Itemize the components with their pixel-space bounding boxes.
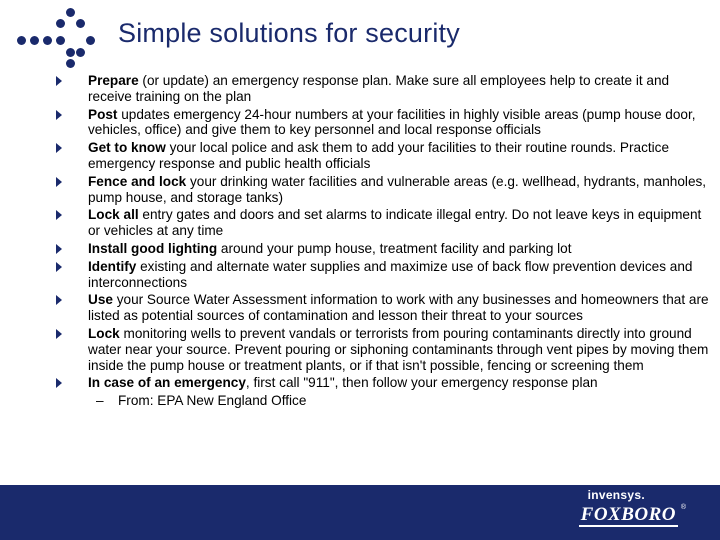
bullet-lead: Get to know xyxy=(88,140,166,156)
bullet-text: existing and alternate water supplies and maximize use of back flow prevention devices and interconnections xyxy=(88,258,693,290)
triangle-bullet-icon xyxy=(56,210,62,220)
bullet-lead: Fence and lock xyxy=(88,173,187,189)
triangle-bullet-icon xyxy=(56,110,62,120)
bullet-text: your Source Water Assessment information to work with any businesses and homeowners that are listed as potential sources of contamination and lesson their threat to your sources xyxy=(88,292,709,324)
triangle-bullet-icon xyxy=(56,244,62,254)
bullet-text: around your pump house, treatment facility and parking lot xyxy=(217,240,572,256)
source-dash: – xyxy=(96,393,104,409)
triangle-bullet-icon xyxy=(56,262,62,272)
triangle-bullet-icon xyxy=(56,177,62,187)
bullet-lead: Prepare xyxy=(88,73,139,88)
bullet-text: your drinking water facilities and vulnerable areas (e.g. wellhead, hydrants, manholes, pump house, and storage tanks) xyxy=(88,173,707,205)
bullet-lead: In case of an emergency xyxy=(88,375,246,391)
bullet-lead: Use xyxy=(88,292,113,308)
triangle-bullet-icon xyxy=(56,76,62,86)
triangle-bullet-icon xyxy=(56,378,62,388)
dots-logo-icon xyxy=(0,0,110,70)
bullet-text: entry gates and doors and set alarms to indicate illegal entry. Do not leave keys in equipment or vehicles at any time xyxy=(88,207,702,239)
triangle-bullet-icon xyxy=(56,143,62,153)
page-title: Simple solutions for security xyxy=(118,18,460,48)
bullet-lead: Post xyxy=(88,106,118,122)
bullet-item-lock-all xyxy=(56,207,716,239)
bullet-item-emergency xyxy=(56,375,716,391)
registered-mark: ® xyxy=(680,504,686,511)
bullet-lead: Install good lighting xyxy=(88,240,218,256)
bullet-lead: Lock xyxy=(88,325,120,341)
bullet-lead: Lock all xyxy=(88,207,139,223)
bullet-item-prepare xyxy=(56,73,716,105)
bullet-item-get-to-know xyxy=(56,140,716,172)
bullet-item-post xyxy=(56,107,716,139)
source-note xyxy=(86,393,716,409)
bullet-lead: Identify xyxy=(88,258,137,274)
bullet-item-install-lighting xyxy=(56,241,716,257)
bullet-item-lock-wells xyxy=(56,326,716,373)
triangle-bullet-icon xyxy=(56,295,62,305)
invensys-logo: invensys. xyxy=(587,488,645,502)
bullet-list xyxy=(56,73,716,409)
triangle-bullet-icon xyxy=(56,329,62,339)
footer-bar xyxy=(0,485,720,540)
bullet-item-use xyxy=(56,292,716,324)
bullet-text: updates emergency 24-hour numbers at your facilities in highly visible areas (pump house door, vehicles, office) and give them to key personnel and local response officials xyxy=(88,106,696,138)
foxboro-logo: FOXBORO xyxy=(580,504,676,525)
bullet-text: , first call "911", then follow your emergency response plan xyxy=(245,375,598,391)
source-text: From: EPA New England Office xyxy=(118,393,307,409)
bullet-text: (or update) an emergency response plan. Make sure all employees help to create it and receive training on the plan xyxy=(88,73,670,104)
bullet-item-identify xyxy=(56,259,716,291)
bullet-item-fence-and-lock xyxy=(56,174,716,206)
bullet-text: monitoring wells to prevent vandals or terrorists from pouring contaminants directly into ground water near your source. Prevent pouring or siphoning contaminants through vent pipes by moving them inside the pump house or treatment plants, or if that isn't possible, fencing or screening them xyxy=(88,325,709,373)
bullet-text: your local police and ask them to add your facilities to their routine rounds. Practice emergency response and public health officials xyxy=(88,140,670,171)
